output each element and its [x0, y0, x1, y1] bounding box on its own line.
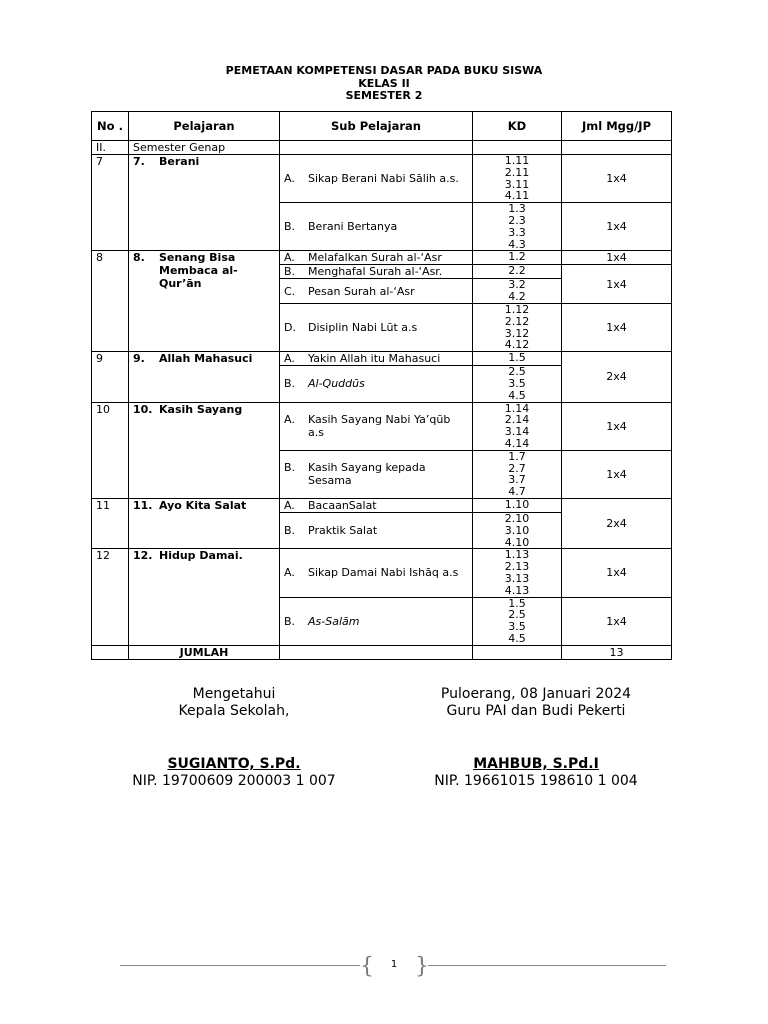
lesson-title: 11. Ayo Kita Salat — [129, 498, 280, 548]
sig-left-name: SUGIANTO, S.Pd. — [167, 756, 301, 772]
signature-left — [84, 686, 384, 790]
sig-right-line2: Guru PAI dan Budi Pekerti — [446, 703, 626, 719]
table-row — [92, 155, 672, 203]
page-number: 1 — [390, 959, 398, 970]
header-no: No . — [92, 112, 129, 141]
total-row — [92, 645, 672, 659]
jml-cell: 2x4 — [562, 352, 672, 402]
lesson-no: 11 — [92, 498, 129, 548]
jml-cell: 1x4 — [562, 265, 672, 304]
kd-cell: 1.2 — [473, 251, 562, 265]
document-semester: SEMESTER 2 — [345, 89, 423, 102]
sub-lesson: A. Yakin Allah itu Mahasuci — [280, 352, 473, 366]
kd-cell: 1.3 2.3 3.3 4.3 — [473, 203, 562, 251]
table-row — [92, 251, 672, 265]
lesson-title: 12. Hidup Damai. — [129, 549, 280, 645]
semester-label: Semester Genap — [129, 141, 280, 155]
footer-rule-left — [120, 965, 360, 966]
sig-left-line1: Mengetahui — [192, 686, 276, 702]
header-sub: Sub Pelajaran — [280, 112, 473, 141]
kd-cell: 1.5 2.5 3.5 4.5 — [473, 597, 562, 645]
sub-lesson: A. Sikap Berani Nabi Sālih a.s. — [280, 155, 473, 203]
sig-right-name: MAHBUB, S.Pd.I — [473, 756, 599, 772]
table-row — [92, 498, 672, 512]
sub-lesson: C. Pesan Surah al-‘Asr — [280, 279, 473, 304]
lesson-no: 10 — [92, 402, 129, 498]
jml-cell: 1x4 — [562, 402, 672, 450]
sub-lesson: B. Praktik Salat — [280, 512, 473, 548]
sub-lesson: B. Menghafal Surah al-‘Asr. — [280, 265, 473, 279]
jml-cell: 1x4 — [562, 155, 672, 203]
signature-right — [386, 686, 686, 790]
jml-cell: 1x4 — [562, 450, 672, 498]
sub-lesson: B. Berani Bertanya — [280, 203, 473, 251]
kd-cell: 1.5 — [473, 352, 562, 366]
table-row — [92, 352, 672, 366]
sub-lesson: A. Kasih Sayang Nabi Ya’qūb a.s — [280, 402, 473, 450]
sub-lesson: B. Kasih Sayang kepada Sesama — [280, 450, 473, 498]
sig-left-nip: NIP. 19700609 200003 1 007 — [132, 773, 336, 789]
kd-cell: 1.7 2.7 3.7 4.7 — [473, 450, 562, 498]
right-brace-icon: } — [415, 954, 429, 979]
lesson-no: 8 — [92, 251, 129, 352]
table-row — [92, 549, 672, 597]
header-pelajaran: Pelajaran — [129, 112, 280, 141]
total-value: 13 — [562, 645, 672, 659]
kd-cell: 2.10 3.10 4.10 — [473, 512, 562, 548]
kd-cell: 1.13 2.13 3.13 4.13 — [473, 549, 562, 597]
kd-cell: 1.11 2.11 3.11 4.11 — [473, 155, 562, 203]
kd-cell: 2.5 3.5 4.5 — [473, 366, 562, 402]
jml-cell: 1x4 — [562, 549, 672, 597]
sub-lesson: A. Melafalkan Surah al-‘Asr — [280, 251, 473, 265]
header-kd: KD — [473, 112, 562, 141]
sub-lesson: A. BacaanSalat — [280, 498, 473, 512]
document-title: PEMETAAN KOMPETENSI DASAR PADA BUKU SISWA — [225, 64, 543, 77]
lesson-no: 9 — [92, 352, 129, 402]
lesson-no: 7 — [92, 155, 129, 251]
footer-rule-right — [428, 965, 666, 966]
semester-row — [92, 141, 672, 155]
jml-cell: 1x4 — [562, 303, 672, 351]
jml-cell: 1x4 — [562, 203, 672, 251]
jml-cell: 1x4 — [562, 251, 672, 265]
sub-lesson: B. Al-Quddūs — [280, 366, 473, 402]
total-label: JUMLAH — [129, 645, 280, 659]
lesson-title: 10. Kasih Sayang — [129, 402, 280, 498]
kd-cell: 3.2 4.2 — [473, 279, 562, 304]
lesson-title: 9. Allah Mahasuci — [129, 352, 280, 402]
lesson-no: 12 — [92, 549, 129, 645]
sig-right-nip: NIP. 19661015 198610 1 004 — [434, 773, 638, 789]
sig-right-line1: Puloerang, 08 Januari 2024 — [440, 686, 632, 702]
sig-left-line2: Kepala Sekolah, — [178, 703, 290, 719]
jml-cell: 2x4 — [562, 498, 672, 548]
header-jml: Jml Mgg/JP — [562, 112, 672, 141]
kd-cell: 1.12 2.12 3.12 4.12 — [473, 303, 562, 351]
lesson-title: 7. Berani — [129, 155, 280, 251]
left-brace-icon: { — [360, 954, 374, 979]
kd-cell: 1.14 2.14 3.14 4.14 — [473, 402, 562, 450]
table-row — [92, 402, 672, 450]
semester-no: II. — [92, 141, 129, 155]
kd-cell: 1.10 — [473, 498, 562, 512]
jml-cell: 1x4 — [562, 597, 672, 645]
sub-lesson: A. Sikap Damai Nabi Ishāq a.s — [280, 549, 473, 597]
lesson-title: 8. Senang Bisa Membaca al-Qur’ān — [129, 251, 280, 352]
competency-table — [91, 111, 672, 660]
sub-lesson: D. Disiplin Nabi Lūt a.s — [280, 303, 473, 351]
kd-cell: 2.2 — [473, 265, 562, 279]
document-class: KELAS II — [358, 77, 410, 90]
table-header-row — [92, 112, 672, 141]
sub-lesson: B. As-Salām — [280, 597, 473, 645]
